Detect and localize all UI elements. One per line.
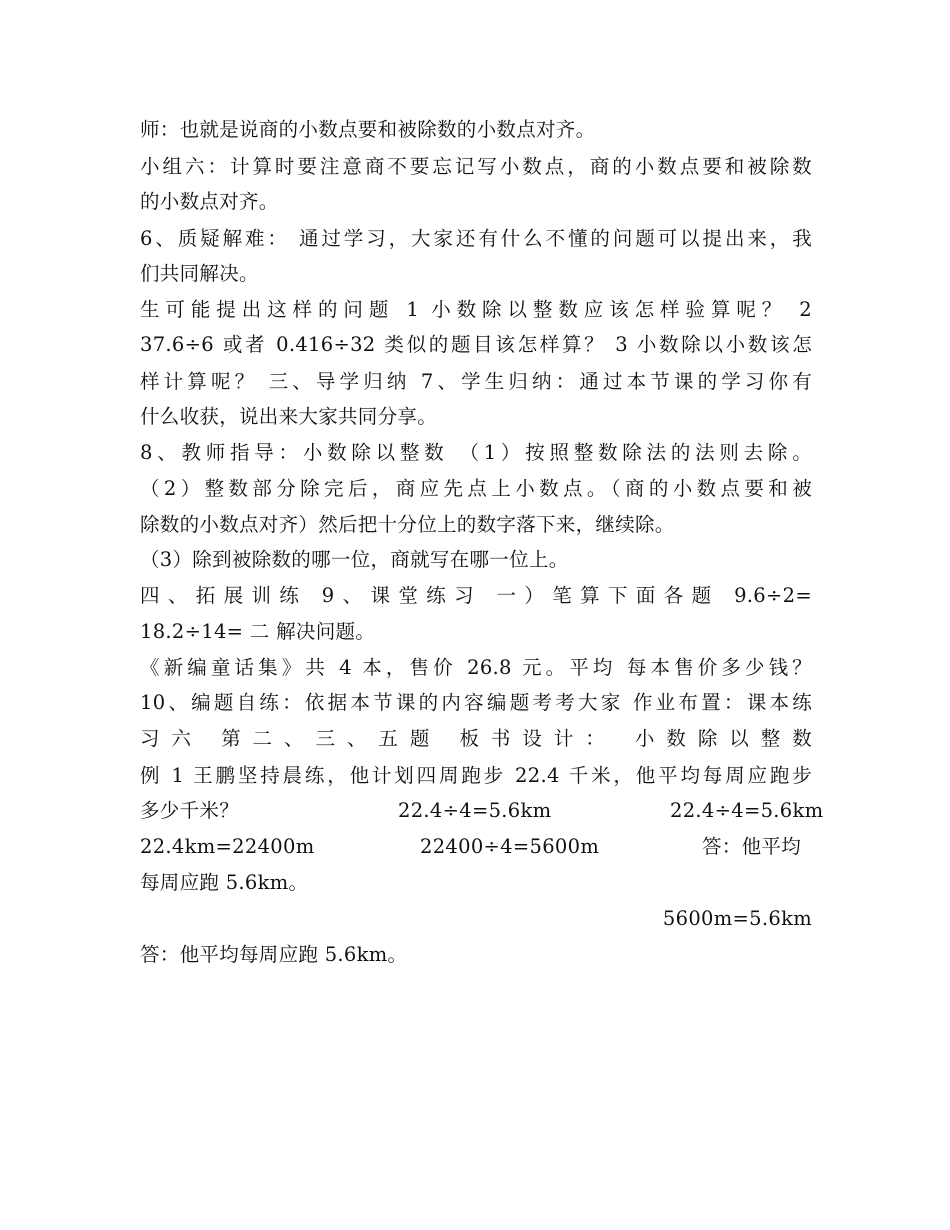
text-line: 们共同解决。 bbox=[140, 262, 259, 285]
text-line: 《新编童话集》共 4 本，售价 26.8 元。平均 每本售价多少钱？ bbox=[140, 656, 812, 679]
text-line: 答：他平均每周应跑 5.6km。 bbox=[140, 943, 408, 966]
text-line: 师：也就是说商的小数点要和被除数的小数点对齐。 bbox=[140, 118, 596, 141]
text-line: 的小数点对齐。 bbox=[140, 190, 279, 213]
text-line: （3）除到被除数的哪一位，商就写在哪一位上。 bbox=[140, 548, 569, 571]
calc-line: 22400÷4=5600m bbox=[420, 835, 600, 858]
calc-line: 22.4÷4=5.6km bbox=[398, 799, 552, 822]
text-line: 样计算呢？ 三、导学归纳 7、学生归纳：通过本节课的学习你有 bbox=[140, 370, 812, 393]
text-line: 10、编题自练：依据本节课的内容编题考考大家 作业布置：课本练 bbox=[140, 691, 812, 714]
answer-line: 答：他平均 bbox=[702, 835, 802, 858]
text-line: 什么收获，说出来大家共同分享。 bbox=[140, 405, 438, 428]
calc-line: 5600m=5.6km bbox=[662, 907, 812, 930]
text-line: 多少千米？ bbox=[140, 799, 240, 822]
text-line: 8、教师指导：小数除以整数 （1）按照整数除法的法则去除。 bbox=[140, 441, 812, 464]
text-line: （2）整数部分除完后，商应先点上小数点。（商的小数点要和被 bbox=[140, 477, 812, 500]
text-line: 22.4km=22400m bbox=[140, 835, 315, 858]
text-line: 37.6÷6 或者 0.416÷32 类似的题目该怎样算？ 3 小数除以小数该怎 bbox=[140, 333, 812, 356]
text-line: 习六 第二、三、五题 板书设计： 小数除以整数 bbox=[140, 727, 812, 750]
text-line: 例 1 王鹏坚持晨练，他计划四周跑步 22.4 千米，他平均每周应跑步 bbox=[140, 764, 812, 787]
text-line: 小组六：计算时要注意商不要忘记写小数点，商的小数点要和被除数 bbox=[140, 155, 812, 178]
text-line: 生可能提出这样的问题 1 小数除以整数应该怎样验算呢？ 2 bbox=[140, 298, 812, 321]
text-line: 四、拓展训练 9、课堂练习 一）笔算下面各题 9.6÷2= bbox=[140, 584, 812, 607]
text-line: 6、质疑解难： 通过学习，大家还有什么不懂的问题可以提出来，我 bbox=[140, 227, 812, 250]
calc-line: 22.4÷4=5.6km bbox=[670, 799, 824, 822]
text-line: 每周应跑 5.6km。 bbox=[140, 871, 309, 894]
text-line: 18.2÷14= 二 解决问题。 bbox=[140, 620, 376, 643]
text-line: 除数的小数点对齐）然后把十分位上的数字落下来，继续除。 bbox=[140, 513, 675, 536]
